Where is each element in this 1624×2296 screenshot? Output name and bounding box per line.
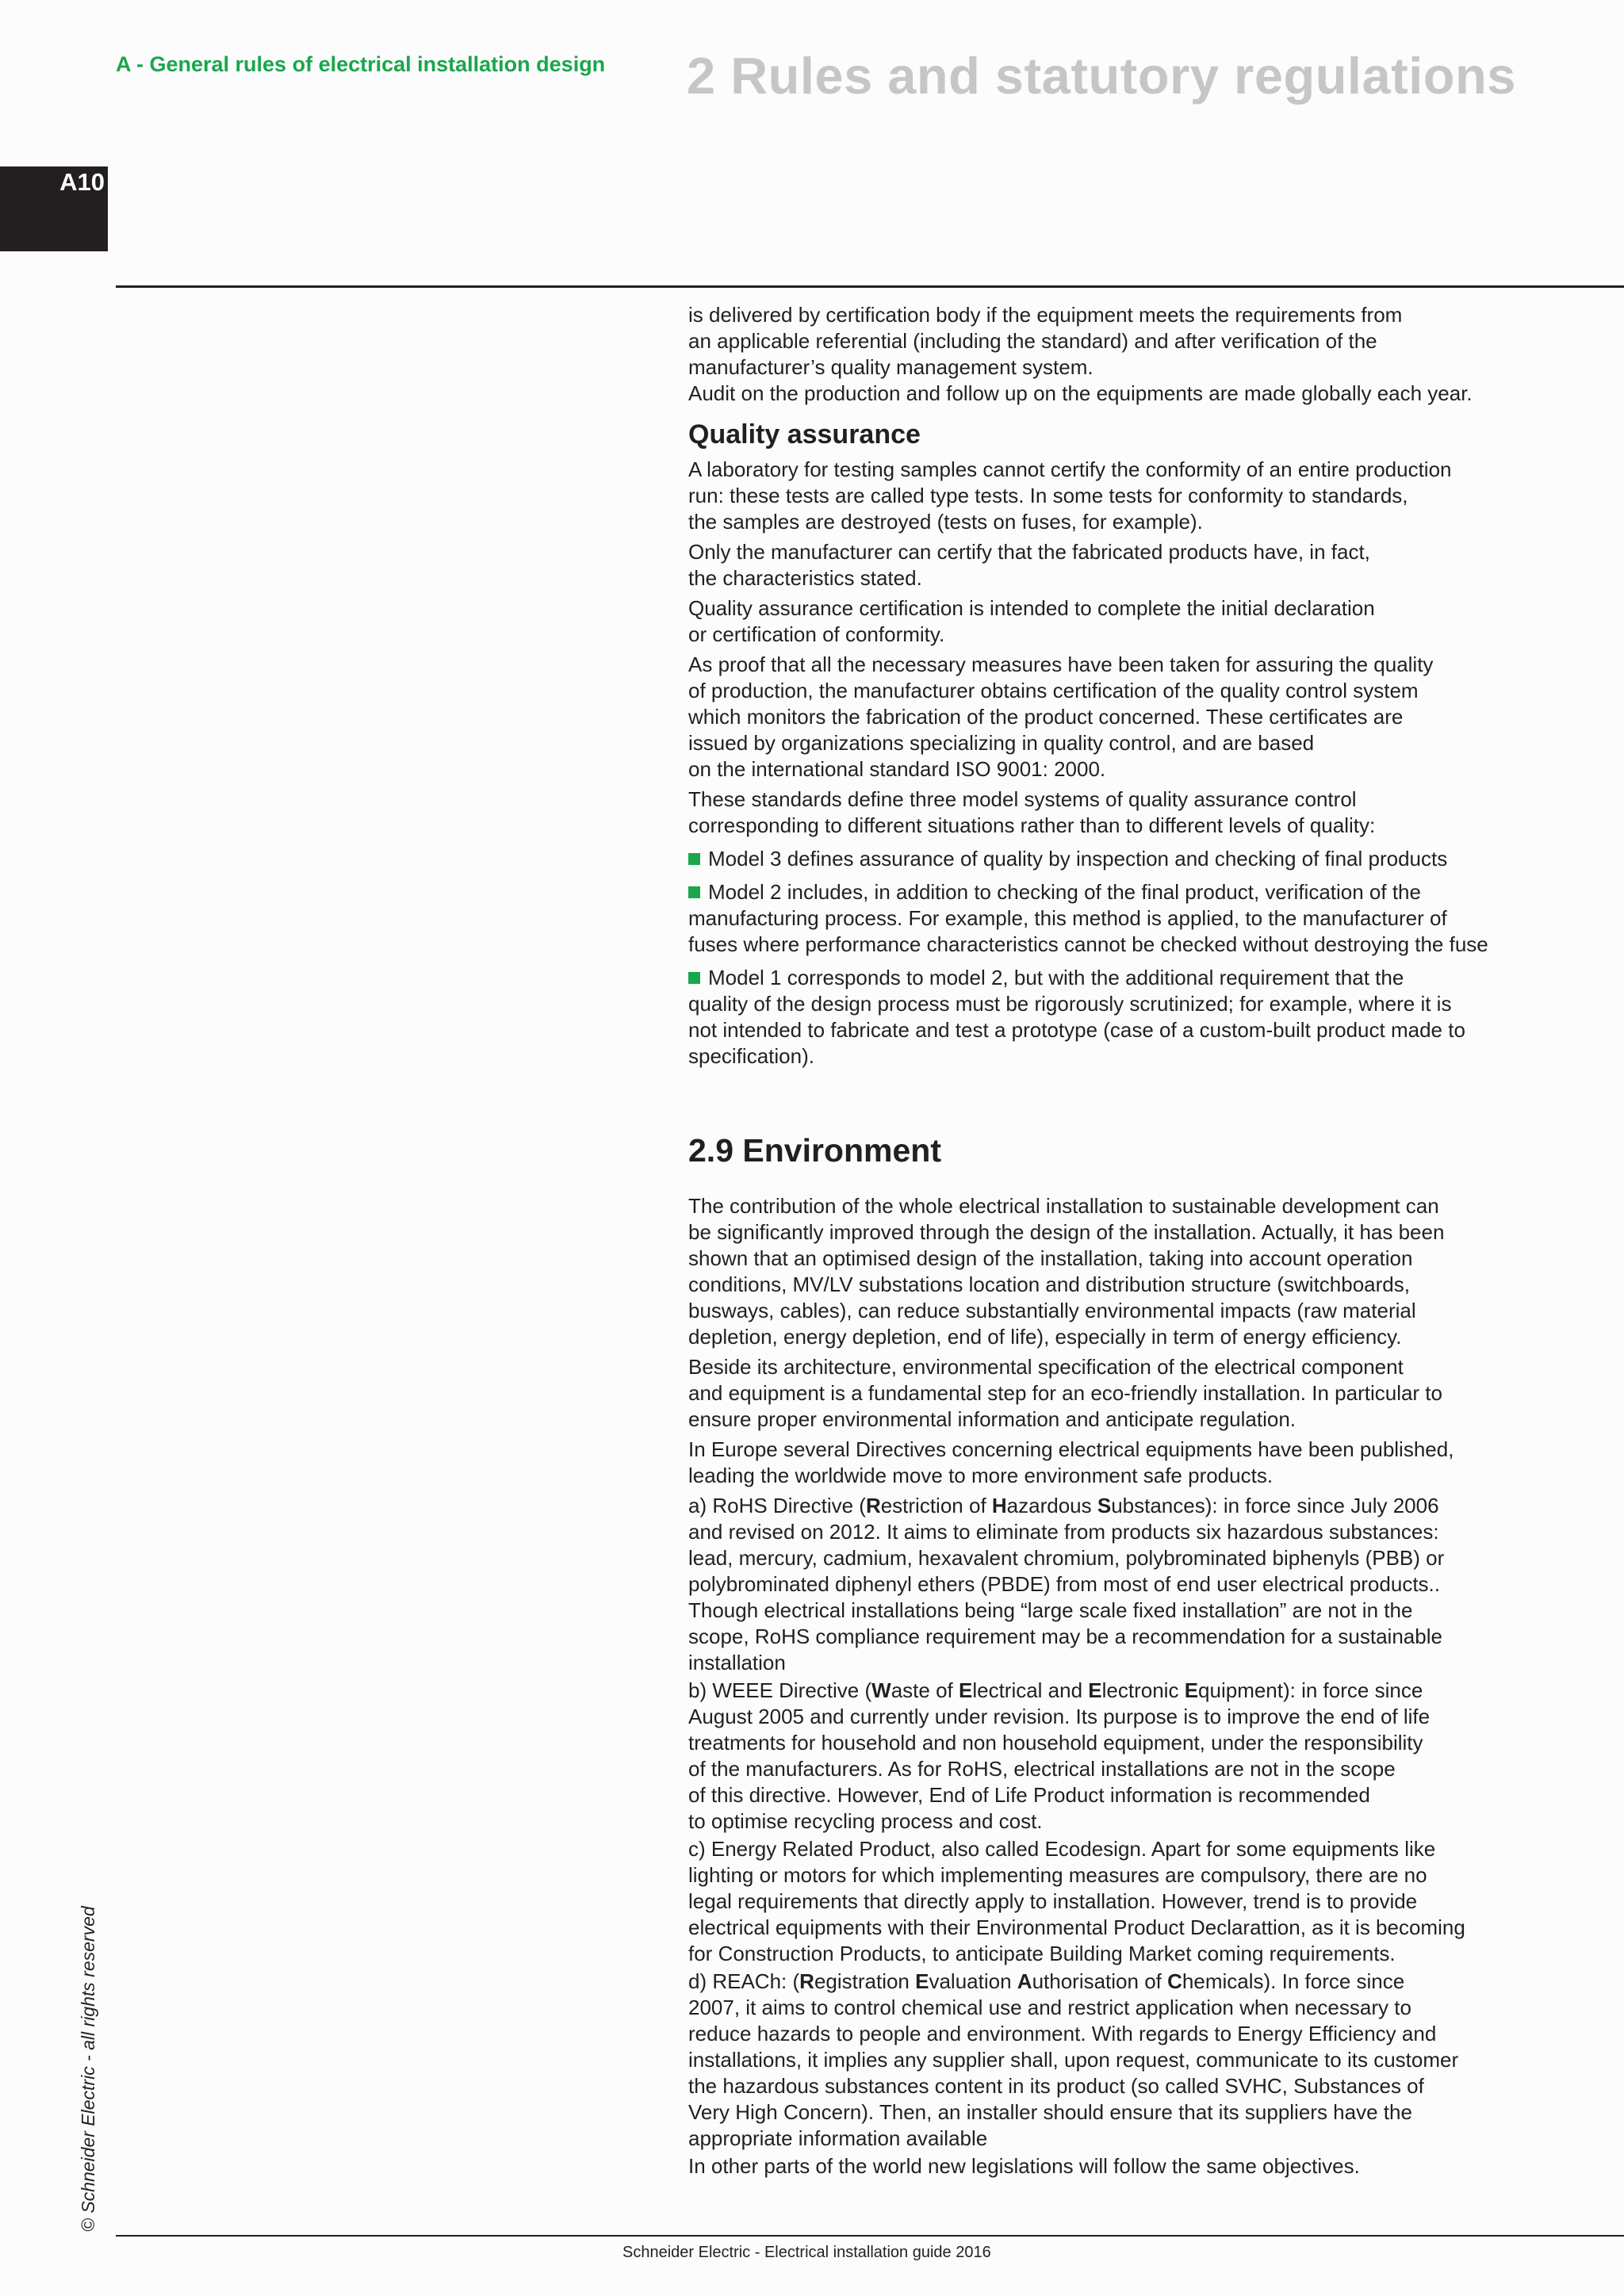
page-number-tab bbox=[0, 166, 108, 251]
green-square-bullet-icon bbox=[688, 853, 700, 865]
weee-paragraph: b) WEEE Directive (Waste of Electrical and Electronic Equipment): in force since August 2005 and currently under revision. Its purpose is to improve the end of life treatments for household and non household equipment, under the responsibility of the manufacturers. As for RoHS, electrical installations are not in the scope of this directive. However, End of Life Product information is recommended to optimise recycling process and cost. bbox=[688, 1678, 1431, 1833]
page-number: A10 bbox=[59, 168, 105, 196]
quality-paragraph: These standards define three model systems of quality assurance control corresponding to different situations rather than to different levels of quality: bbox=[688, 787, 1376, 837]
model-1-text: Model 1 corresponds to model 2, but with the additional requirement that the quality of the design process must be rigorously scrutinized; for example, where it is not intended to fabricate and test a prototype (case of a custom-built product made to specification). bbox=[688, 966, 1465, 1068]
quality-paragraph: As proof that all the necessary measures have been taken for assuring the quality of production, the manufacturer obtains certification of the quality control system which monitors the fabrication of the product concerned. These certificates are issued by organizations specializing in quality control, and are based on the international standard ISO 9001: 2000. bbox=[688, 652, 1434, 781]
chapter-title: 2 Rules and statutory regulations bbox=[687, 47, 1516, 105]
reach-paragraph: d) REACh: (Registration Evaluation Authorisation of Chemicals). In force since 2007, it aims to control chemical use and restrict application when necessary to reduce hazards to people and environment. With regards to Energy Efficiency and installations, it implies any supplier shall, upon request, communicate to its customer the hazardous substances content in its product (so called SVHC, Substances of Very High Concern). Then, an installer should ensure that its suppliers have the appropriate information available bbox=[688, 1969, 1459, 2150]
footer-text: Schneider Electric - Electrical installation guide 2016 bbox=[622, 2244, 991, 2261]
list-item bbox=[688, 879, 1600, 958]
section-label: A - General rules of electrical installation design bbox=[116, 52, 606, 76]
model-3-text: Model 3 defines assurance of quality by inspection and checking of final products bbox=[708, 847, 1448, 871]
environment-paragraph: Beside its architecture, environmental specification of the electrical component and equipment is a fundamental step for an eco-friendly installation. In particular to ensure proper environmental information and anticipate regulation. bbox=[688, 1355, 1442, 1431]
quality-assurance-heading: Quality assurance bbox=[688, 419, 921, 450]
intro-paragraph: is delivered by certification body if the equipment meets the requirements from an applicable referential (including the standard) and after verification of the manufacturer’s quality management system. Audit on the production and follow up on the equipments are made globally each year. bbox=[688, 303, 1473, 405]
environment-paragraph: The contribution of the whole electrical installation to sustainable development can be significantly improved through the design of the installation. Actually, it has been shown that an optimised design of the installation, taking into account operation conditions, MV/LV substations location and distribution structure (switchboards, busways, cables), can reduce substantially environmental impacts (raw material depletion, energy depletion, end of life), especially in term of energy efficiency. bbox=[688, 1194, 1445, 1349]
quality-paragraph: A laboratory for testing samples cannot certify the conformity of an entire production run: these tests are called type tests. In some tests for conformity to standards, the samples are destroyed (tests on fuses, for example). bbox=[688, 457, 1452, 534]
list-item bbox=[688, 965, 1600, 1070]
quality-paragraph: Quality assurance certification is intended to complete the initial declaration or certification of conformity. bbox=[688, 596, 1375, 646]
list-item bbox=[688, 846, 1600, 872]
environment-heading: 2.9 Environment bbox=[688, 1132, 941, 1169]
directives-block bbox=[688, 1493, 1600, 2179]
quality-paragraph: Only the manufacturer can certify that the fabricated products have, in fact, the characteristics stated. bbox=[688, 540, 1370, 590]
environment-paragraph: In Europe several Directives concerning electrical equipments have been published, leading the worldwide move to more environment safe products. bbox=[688, 1437, 1454, 1487]
erp-paragraph: c) Energy Related Product, also called Ecodesign. Apart for some equipments like lighting or motors for which implementing measures are compulsory, there are no legal requirements that directly apply to installation. However, trend is to provide electrical equipments with their Environmental Product Declarattion, as it is becoming for Construction Products, to anticipate Building Market coming requirements. bbox=[688, 1837, 1465, 1965]
closing-paragraph: In other parts of the world new legislations will follow the same objectives. bbox=[688, 2154, 1360, 2178]
main-column bbox=[688, 302, 1600, 2181]
copyright-notice: © Schneider Electric - all rights reserved bbox=[78, 1906, 98, 2232]
footer-divider bbox=[116, 2235, 1624, 2237]
green-square-bullet-icon bbox=[688, 972, 700, 984]
header-divider bbox=[116, 285, 1624, 288]
green-square-bullet-icon bbox=[688, 886, 700, 898]
rohs-paragraph: a) RoHS Directive (Restriction of Hazardous Substances): in force since July 2006 and revised on 2012. It aims to eliminate from products six hazardous substances: lead, mercury, cadmium, hexavalent chromium, polybrominated biphenyls (PBB) or polybrominated diphenyl ethers (PBDE) from most of end user electrical products.. Though electrical installations being “large scale fixed installation” are not in the scope, RoHS compliance requirement may be a recommendation for a sustainable installation bbox=[688, 1494, 1445, 1674]
model-2-text: Model 2 includes, in addition to checking of the final product, verification of the manufacturing process. For example, this method is applied, to the manufacturer of fuses where performance characteristics cannot be checked without destroying the fuse bbox=[688, 880, 1488, 956]
